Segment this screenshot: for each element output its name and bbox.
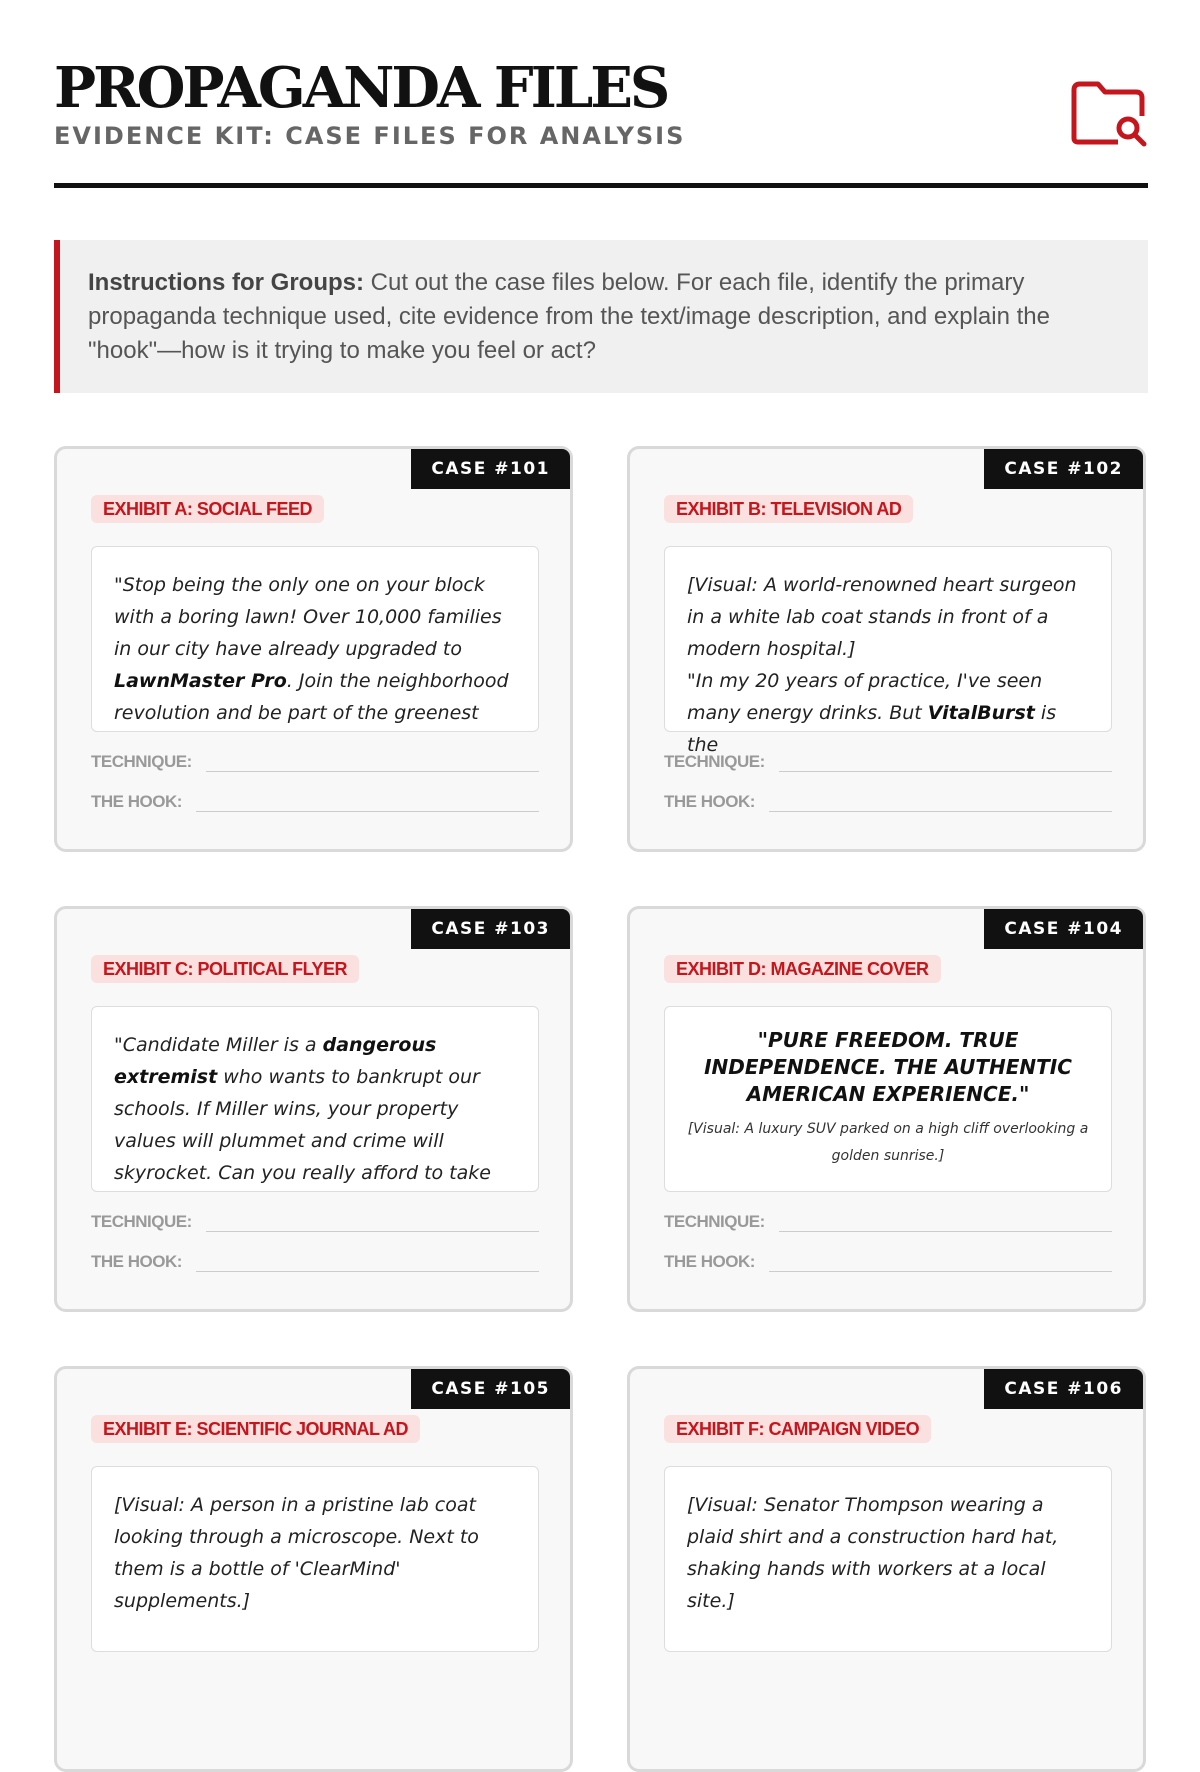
exhibit-content (91, 1466, 539, 1652)
emphasis-phrase: dangerous extremist (114, 1034, 437, 1088)
exhibit-label: EXHIBIT E: SCIENTIFIC JOURNAL AD (91, 1415, 420, 1443)
brand-name: LawnMaster Pro (114, 670, 287, 692)
exhibit-label: EXHIBIT D: MAGAZINE COVER (664, 955, 941, 983)
exhibit-content (91, 546, 539, 732)
technique-label: TECHNIQUE: (664, 752, 765, 771)
case-number-badge: CASE #106 (984, 1369, 1143, 1409)
brand-name: VitalBurst (927, 702, 1035, 724)
hook-field[interactable] (91, 784, 539, 814)
hook-answer-line[interactable] (196, 811, 539, 812)
instructions-label: Instructions for Groups: (88, 269, 364, 296)
case-number-badge: CASE #105 (411, 1369, 570, 1409)
technique-answer-line[interactable] (779, 1231, 1112, 1232)
exhibit-content (664, 546, 1112, 756)
technique-field[interactable] (91, 744, 539, 774)
hook-answer-line[interactable] (769, 1271, 1112, 1272)
exhibit-text: "Stop being the only one on your block with a boring lawn! Over 10,000 families in our city have already upgraded to LawnMaster Pro. Join the neighborhood revolution and be part of the greenest (114, 574, 509, 724)
case-card (627, 906, 1146, 1312)
technique-answer-line[interactable] (206, 1231, 539, 1232)
hook-label: THE HOOK: (664, 792, 755, 811)
technique-answer-line[interactable] (206, 771, 539, 772)
case-number-badge: CASE #102 (984, 449, 1143, 489)
exhibit-content (664, 1466, 1112, 1652)
instructions-panel (54, 240, 1148, 393)
exhibit-label: EXHIBIT C: POLITICAL FLYER (91, 955, 359, 983)
hook-answer-line[interactable] (769, 811, 1112, 812)
case-card (54, 1366, 573, 1772)
exhibit-text: [Visual: Senator Thompson wearing a plaid shirt and a construction hard hat, shaking hands with workers at a local site.] (687, 1494, 1059, 1612)
page-title: PROPAGANDA FILES (54, 55, 668, 121)
technique-field[interactable] (91, 1204, 539, 1234)
exhibit-label: EXHIBIT A: SOCIAL FEED (91, 495, 324, 523)
hook-label: THE HOOK: (91, 1252, 182, 1271)
exhibit-text: [Visual: A person in a pristine lab coat looking through a microscope. Next to them is a bottle of 'ClearMind' supplements.] (114, 1494, 479, 1612)
exhibit-label: EXHIBIT F: CAMPAIGN VIDEO (664, 1415, 931, 1443)
case-card (54, 906, 573, 1312)
hook-label: THE HOOK: (91, 792, 182, 811)
hook-field[interactable] (664, 784, 1112, 814)
technique-label: TECHNIQUE: (91, 1212, 192, 1231)
folder-search-icon (1070, 78, 1148, 146)
exhibit-cover (665, 1007, 1111, 1170)
technique-label: TECHNIQUE: (91, 752, 192, 771)
exhibit-text: "Candidate Miller is a dangerous extremist who wants to bankrupt our schools. If Miller wins, your property values will plummet and crime will skyrocket. Can you really afford to take (114, 1034, 491, 1184)
technique-field[interactable] (664, 744, 1112, 774)
page-subtitle: EVIDENCE KIT: CASE FILES FOR ANALYSIS (54, 122, 686, 150)
case-number-badge: CASE #103 (411, 909, 570, 949)
hook-answer-line[interactable] (196, 1271, 539, 1272)
technique-answer-line[interactable] (779, 771, 1112, 772)
case-number-badge: CASE #101 (411, 449, 570, 489)
case-number-badge: CASE #104 (984, 909, 1143, 949)
instructions-text: Cut out the case files below. For each file, identify the primary propaganda technique used, cite evidence from the text/image description, and explain the "hook"—how is it trying to make you feel or act? (88, 269, 1050, 364)
visual-description: [Visual: A luxury SUV parked on a high cliff overlooking a golden sunrise.] (687, 1121, 1089, 1164)
case-card (54, 446, 573, 852)
cover-headline: "PURE FREEDOM. TRUE INDEPENDENCE. THE AUTHENTIC AMERICAN EXPERIENCE." (704, 1028, 1072, 1106)
exhibit-content (91, 1006, 539, 1192)
hook-label: THE HOOK: (664, 1252, 755, 1271)
hook-field[interactable] (91, 1244, 539, 1274)
exhibit-content (664, 1006, 1112, 1192)
exhibit-text: [Visual: A world-renowned heart surgeon in a white lab coat stands in front of a modern hospital.] "In my 20 years of practice, I've seen many energy drinks. But VitalBurst is the (687, 574, 1077, 756)
case-card (627, 1366, 1146, 1772)
hook-field[interactable] (664, 1244, 1112, 1274)
exhibit-label: EXHIBIT B: TELEVISION AD (664, 495, 913, 523)
technique-label: TECHNIQUE: (664, 1212, 765, 1231)
page-header (54, 56, 1148, 188)
technique-field[interactable] (664, 1204, 1112, 1234)
case-card (627, 446, 1146, 852)
